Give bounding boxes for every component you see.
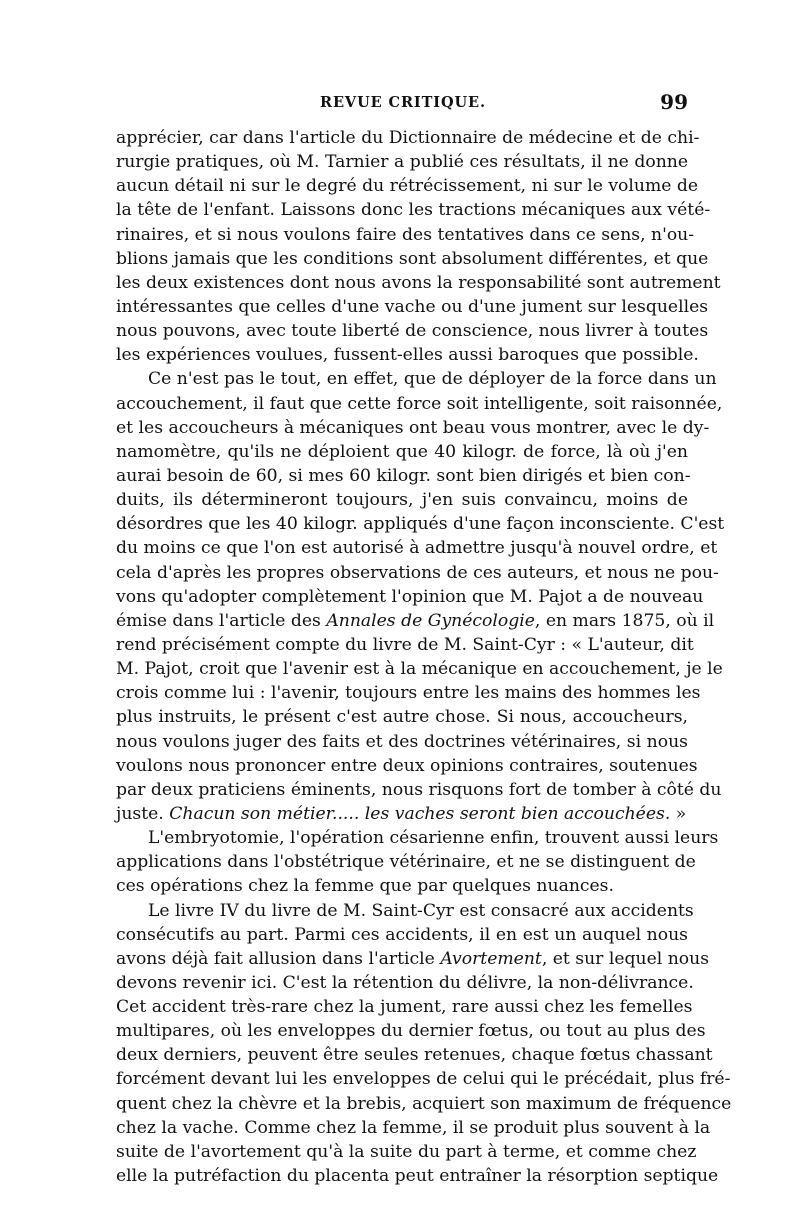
text-line: blions jamais que les conditions sont absolument différentes, et que [116,248,709,269]
text-line: aurai besoin de 60, si mes 60 kilogr. sont bien dirigés et bien con- [116,465,691,486]
running-title: REVUE CRITIQUE. [320,94,486,111]
body-text [116,126,732,1188]
text-line: les deux existences dont nous avons la responsabilité sont autrement [116,272,721,293]
text-line: vons qu'adopter complètement l'opinion que M. Pajot a de nouveau [116,586,704,607]
text-line: chez la vache. Comme chez la femme, il se produit plus souvent à la [116,1117,711,1138]
text-line: et les accoucheurs à mécaniques ont beau vous montrer, avec le dy- [116,417,710,438]
text-line: cela d'après les propres observations de ces auteurs, et nous ne pou- [116,562,719,583]
text-line: ces opérations chez la femme que par quelques nuances. [116,876,614,897]
text-line: par deux praticiens éminents, nous risquons fort de tomber à côté du [116,779,722,800]
text-line: devons revenir ici. C'est la rétention du délivre, la non-délivrance. [116,972,694,993]
italic-text-run: Annales de Gynécologie [326,610,535,631]
text-line: suite de l'avortement qu'à la suite du part à terme, et comme chez [116,1141,697,1162]
text-line: nous pouvons, avec toute liberté de conscience, nous livrer à toutes [116,321,709,342]
text-line: Le livre IV du livre de M. Saint-Cyr est consacré aux accidents [148,900,694,921]
text-line: la tête de l'enfant. Laissons donc les tractions mécaniques aux vété- [116,200,711,221]
text-line: rend précisément compte du livre de M. Saint-Cyr : « L'auteur, dit [116,634,694,655]
text-line: applications dans l'obstétrique vétérinaire, et ne se distinguent de [116,852,696,873]
text-line: quent chez la chèvre et la brebis, acquiert son maximum de fréquence [116,1093,732,1114]
text-line [116,802,688,826]
text-line [116,609,715,633]
text-line: désordres que les 40 kilogr. appliqués d'une façon inconsciente. C'est [116,514,725,535]
text-line: du moins ce que l'on est autorisé à admettre jusqu'à nouvel ordre, et [116,538,718,559]
text-line: rurgie pratiques, où M. Tarnier a publié ces résultats, il ne donne [116,152,688,173]
text-line: voulons nous prononcer entre deux opinions contraires, soutenues [116,755,698,776]
text-line: aucun détail ni sur le degré du rétrécissement, ni sur le volume de [116,176,699,197]
text-line: intéressantes que celles d'une vache ou d'une jument sur lesquelles [116,296,709,317]
text-run: , et sur lequel nous [541,948,710,969]
italic-text-run: Chacun son métier..... les vaches seront bien accouchées. [169,803,671,824]
text-line: accouchement, il faut que cette force soit intelligente, soit raisonnée, [116,393,723,414]
text-line: Ce n'est pas le tout, en effet, que de déployer de la force dans un [148,369,717,390]
text-line: elle la putréfaction du placenta peut entraîner la résorption septique [116,1166,719,1187]
text-line [116,947,710,971]
italic-text-run: Avortement [440,948,542,969]
text-line: apprécier, car dans l'article du Dictionnaire de médecine et de chi- [116,128,700,148]
text-line: nous voulons juger des faits et des doctrines vétérinaires, si nous [116,731,688,752]
text-line: rinaires, et si nous voulons faire des tentatives dans ce sens, n'ou- [116,224,695,245]
text-line: multipares, où les enveloppes du dernier fœtus, ou tout au plus des [116,1021,706,1042]
text-run: avons déjà fait allusion dans l'article [116,948,441,969]
text-line: Cet accident très-rare chez la jument, rare aussi chez les femelles [116,997,693,1018]
text-run: juste. [116,803,170,824]
text-line: deux derniers, peuvent être seules retenues, chaque fœtus chassant [116,1045,713,1066]
text-run: émise dans l'article des [116,610,327,631]
text-line: consécutifs au part. Parmi ces accidents, il en est un auquel nous [116,924,688,945]
text-line: plus instruits, le présent c'est autre chose. Si nous, accoucheurs, [116,707,688,728]
running-head [118,90,688,118]
text-line: forcément devant lui les enveloppes de celui qui le précédait, plus fré- [116,1069,731,1090]
text-line: namomètre, qu'ils ne déploient que 40 kilogr. de force, là où j'en [116,441,688,462]
text-line: duits, ils détermineront toujours, j'en suis convaincu, moins de [116,490,688,511]
text-line: les expériences voulues, fussent-elles aussi baroques que possible. [116,345,699,366]
text-run: , en mars 1875, où il [534,610,715,631]
text-line: M. Pajot, croit que l'avenir est à la mécanique en accouchement, je le [116,659,723,680]
text-run: » [670,803,687,824]
text-line: L'embryotomie, l'opération césarienne enfin, trouvent aussi leurs [148,828,719,849]
text-line: crois comme lui : l'avenir, toujours entre les mains des hommes les [116,683,701,704]
page-number: 99 [660,90,688,114]
